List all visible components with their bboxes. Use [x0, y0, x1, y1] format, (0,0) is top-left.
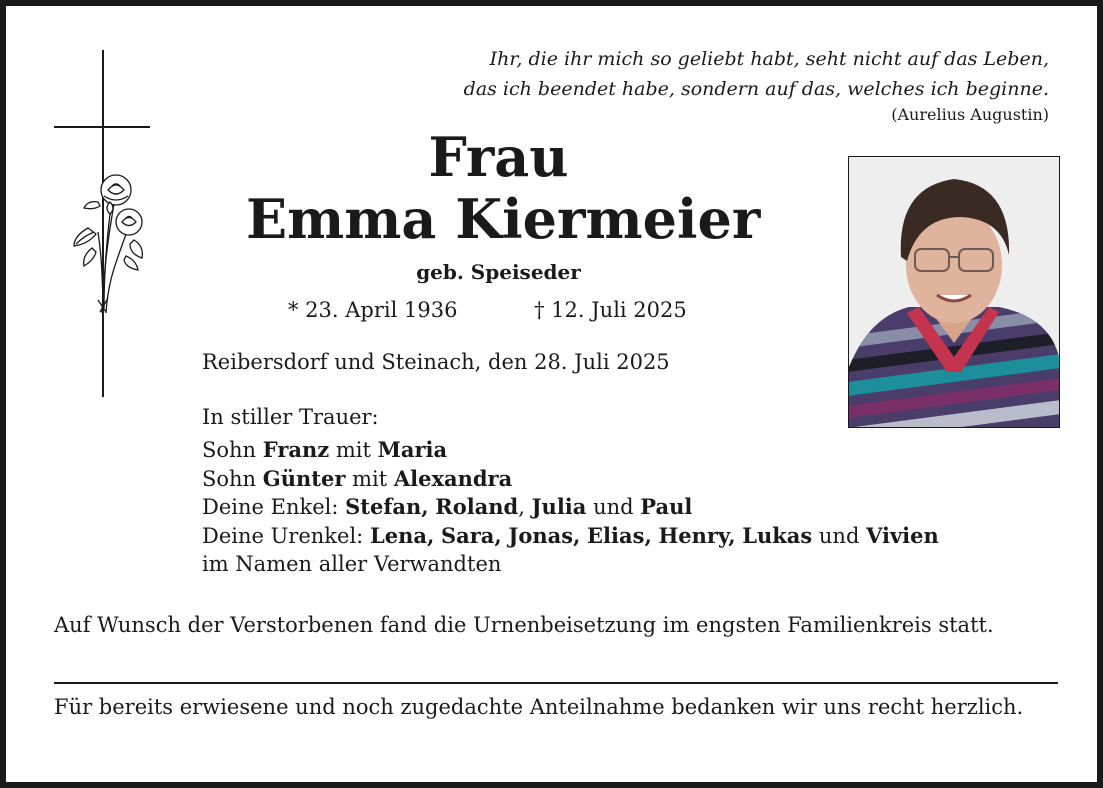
- thanks-note: Für bereits erwiesene und noch zugedachte Anteilnahme bedanken wir uns recht herzlich.: [54, 695, 1024, 719]
- birth-name: geb. Speiseder: [416, 260, 581, 284]
- mourner-name: Vivien: [866, 522, 939, 548]
- quote-line-1: Ihr, die ihr mich so geliebt habt, seht nicht auf das Leben,: [489, 48, 1049, 70]
- quote-attribution: (Aurelius Augustin): [891, 105, 1049, 124]
- mourner-name: Julia: [531, 494, 587, 519]
- memorial-quote: [464, 44, 1049, 126]
- mourning-heading: In stiller Trauer:: [202, 405, 379, 429]
- quote-line-2: das ich beendet habe, sondern auf das, welches ich beginne.: [463, 78, 1049, 100]
- mourner-line-son-2: Sohn Günter mit Alexandra: [202, 465, 513, 491]
- mourner-line-great-grandchildren: Deine Urenkel: Lena, Sara, Jonas, Elias, Henry, Lukas und Vivien: [202, 522, 939, 548]
- mourner-name: Maria: [377, 437, 448, 462]
- mourner-name: Stefan: [345, 494, 422, 519]
- mourners-list: [202, 436, 939, 579]
- mourner-name: Lena: [369, 522, 427, 548]
- mourner-name: Roland: [435, 494, 519, 519]
- roses-icon: [68, 168, 148, 320]
- mourner-name: Franz: [262, 437, 330, 462]
- death-date: † 12. Juli 2025: [534, 298, 687, 322]
- mourner-name: Günter: [262, 465, 346, 491]
- mourner-line-son-1: Sohn Franz mit Maria: [202, 437, 448, 462]
- burial-note: Auf Wunsch der Verstorbenen fand die Urnenbeisetzung im engsten Familienkreis statt.: [54, 613, 994, 637]
- mourner-name: Alexandra: [393, 465, 513, 491]
- mourner-name: Henry: [658, 522, 729, 548]
- deceased-name: Emma Kiermeier: [246, 187, 761, 251]
- mourner-name: Jonas: [508, 522, 574, 548]
- mourner-name: Sara: [440, 522, 495, 548]
- salutation: Frau: [428, 125, 569, 189]
- place-and-date: Reibersdorf und Steinach, den 28. Juli 2025: [202, 350, 670, 374]
- portrait-photo: [848, 156, 1060, 428]
- mourner-line-relatives: im Namen aller Verwandten: [202, 552, 502, 576]
- birth-date: * 23. April 1936: [288, 298, 458, 322]
- divider-line: [54, 682, 1058, 684]
- mourner-name: Elias: [587, 522, 645, 548]
- mourner-line-grandchildren: Deine Enkel: Stefan, Roland, Julia und Paul: [202, 494, 693, 519]
- mourner-name: Paul: [640, 494, 693, 519]
- mourner-name: Lukas: [742, 522, 813, 548]
